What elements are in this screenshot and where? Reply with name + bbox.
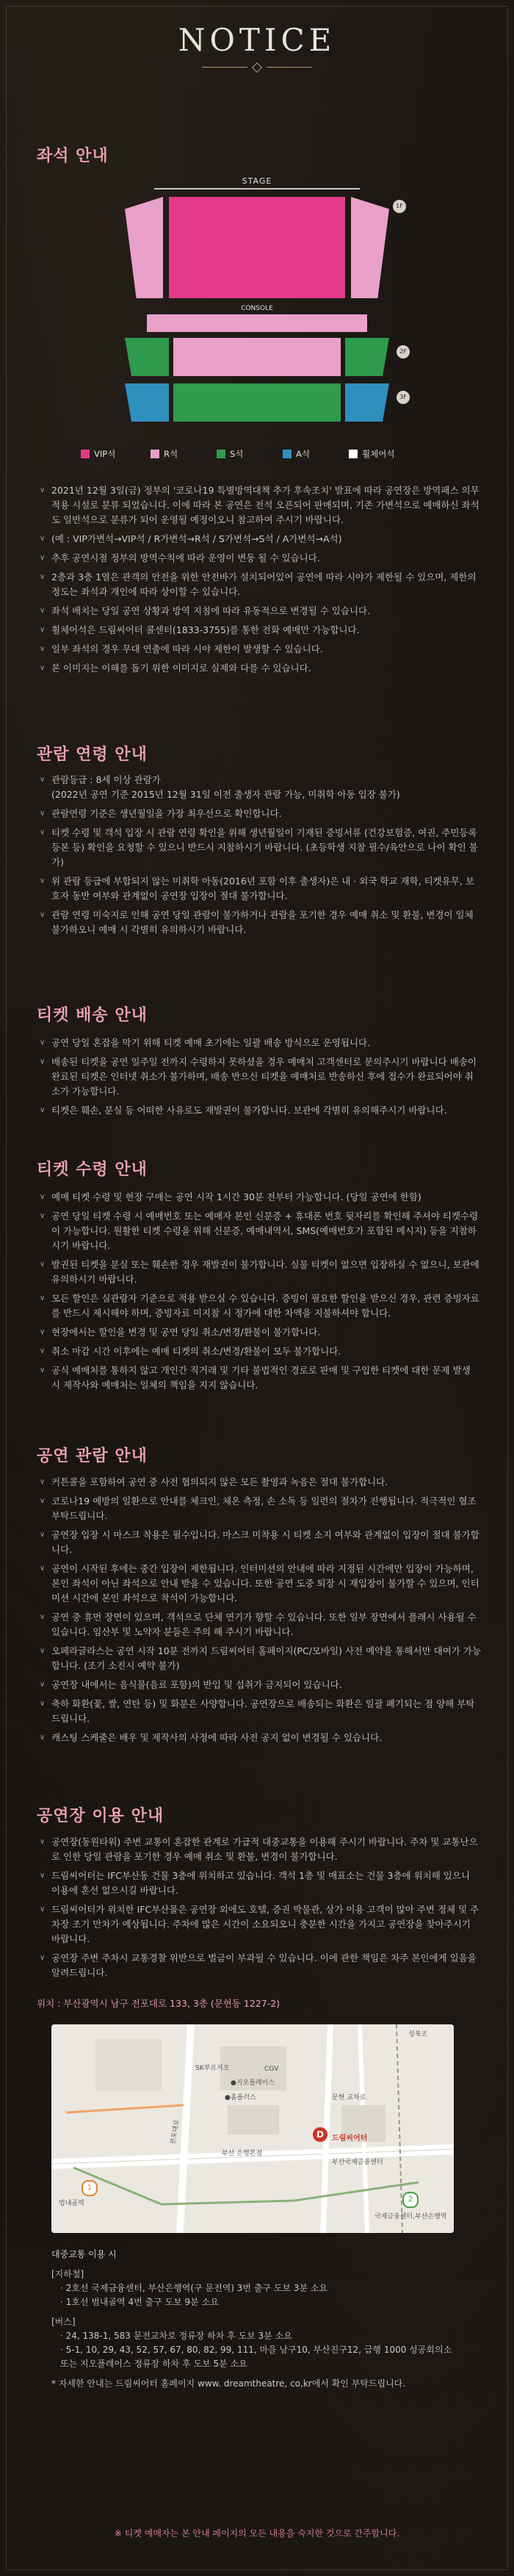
pickup-notes xyxy=(41,1190,482,1397)
transit-title: 대중교통 이용 시 xyxy=(51,2249,117,2259)
list-item: ∨ 공연장(동원타워) 주변 교통이 혼잡한 관계로 가급적 대중교통을 이용해 주시기 바랍니다. 주차 및 교통난으로 인한 당일 관람을 포기한 경우 예매 취소 및 환불, 변경이 불가합니다. xyxy=(41,1835,482,1864)
legend-label: A석 xyxy=(296,449,310,459)
subway-line1-icon: 1 xyxy=(82,2180,98,2196)
list-item: ∨ 일부 좌석의 경우 무대 연출에 따라 시야 제한이 발생할 수 있습니다. xyxy=(41,642,482,657)
title-ornament xyxy=(202,64,312,71)
map-label-gate: 문현 교차로 xyxy=(332,2094,366,2101)
list-item: ∨ 공연 당일 티켓 수령 시 예매번호 또는 예매자 본인 신분증 + 휴대폰 번호 뒷자리를 확인해 주셔야 티켓수령이 가능합니다. 원활한 티켓 수령을 위해 신분증, 예매내역서, SMS(예매번호가 포함된 메시지) 등을 지참하시기 바랍니다. xyxy=(41,1209,482,1253)
list-item: ∨ 본 이미지는 이해를 돕기 위한 이미지로 실제와 다를 수 있습니다. xyxy=(41,661,482,676)
venue-notes xyxy=(41,1835,482,1985)
legend-label: 휠체어석 xyxy=(362,449,395,459)
floor-tag-3f: 3F xyxy=(397,391,410,404)
list-item: ∨ 현장에서는 할인을 변경 및 공연 당일 취소/변경/환불이 불가합니다. xyxy=(41,1325,482,1340)
legend-swatch xyxy=(283,450,292,458)
list-item: ∨ 공연장 주변 주차시 교통경찰 위반으로 벌금이 부과될 수 있습니다. 이에 관한 책임은 차주 본인에게 있음을 알려드립니다. xyxy=(41,1951,482,1980)
viewing-notes xyxy=(41,1475,482,1750)
list-item: ∨ 드림씨어터는 IFC부산동 건물 3층에 위치하고 있습니다. 객석 1층 및 매표소는 건물 3층에 위치해 있으니 이용에 혼선 없으시길 바랍니다. xyxy=(41,1869,482,1898)
map-label-cgv: CGV xyxy=(264,2066,279,2073)
map-label-lotte: ●지오플레이스 xyxy=(231,2079,275,2087)
subway-head: [지하철] xyxy=(51,2269,84,2279)
age-notes xyxy=(41,773,482,942)
rating-sub: (2022년 공연 기준 2015년 12월 31일 이전 출생자 관람 가능, 미취학 아동 입장 불가) xyxy=(51,789,400,800)
map-label-rail: 성북조 xyxy=(408,2031,428,2038)
list-item: ∨ (예 : VIP가변석→VIP석 / R가변석→R석 / S가변석→S석 / A가변석→A석) xyxy=(41,532,482,546)
seat-block-r-right-1f xyxy=(351,197,389,298)
list-item: ∨ 커튼콜을 포함하여 공연 중 사전 협의되지 않은 모든 촬영과 녹음은 절대 불가합니다. xyxy=(41,1475,482,1490)
venue-title: 공연장 이용 안내 xyxy=(37,1807,164,1825)
map-roads xyxy=(51,2024,454,2233)
list-item: ∨ 공식 예매처를 통하지 않고 개인간 직거래 및 기타 불법적인 경로로 판매 및 구입한 티켓에 대한 문제 발생 시 제작사와 예매처는 일체의 책임을 지지 않습니다. xyxy=(41,1363,482,1393)
seat-block-a-left-3f xyxy=(125,383,169,422)
list-item: · 2호선 국제금융센터, 부산은행역(구 문전역) 3번 출구 도보 3분 소요 xyxy=(60,2283,328,2293)
legend-item-wheelchair xyxy=(349,448,394,460)
list-item: ∨ 2021년 12월 3일(금) 정부의 '코로나19 특별방역대책 추가 후속조치' 발표에 따라 공연장은 방역패스 의무 적용 시설로 분류 되었습니다. 이에 따라 본 공연은 전석 오픈되어 판매되며, 기존 가변석으로 예매하신 좌석도 일반석으로 분류가 되어 운영될 예정이오니 참고하여 주시기 바랍니다. xyxy=(41,483,482,527)
legend-swatch xyxy=(81,450,90,458)
list-item: ∨ 추후 공연시점 정부의 방역수칙에 따라 운영이 변동 될 수 있습니다. xyxy=(41,551,482,566)
delivery-notes xyxy=(41,1036,482,1122)
viewing-title: 공연 관람 안내 xyxy=(37,1447,148,1465)
legend-swatch xyxy=(217,450,225,458)
console-label: CONSOLE xyxy=(241,305,273,312)
dream-theatre-marker-icon: D xyxy=(313,2127,327,2142)
floor-tag-1f: 1F xyxy=(393,200,406,213)
seat-map xyxy=(44,176,470,441)
stage-line xyxy=(154,188,360,190)
seat-block-s-3f xyxy=(173,383,341,422)
list-item: · 1호선 범내골역 4번 출구 도보 9분 소요 xyxy=(60,2297,219,2307)
legend-label: VIP석 xyxy=(94,449,116,459)
age-title: 관람 연령 안내 xyxy=(37,746,148,764)
seat-block-r-2f xyxy=(173,338,341,376)
list-item: ∨ 위 관람 등급에 부합되지 않는 미취학 아동(2016년 포함 이후 출생자)은 내 · 외국 학교 재학, 티켓유무, 보호자 동반 여부와 관계없이 공연장 입장이 절대 불가합니다. xyxy=(41,874,482,903)
subway-line2-icon: 2 xyxy=(402,2192,419,2208)
legend-swatch xyxy=(349,450,358,458)
list-item: ∨ 드림씨어터가 위치한 IFC부산몰은 공연장 외에도 호텔, 증권 박물관, 상가 이용 고객이 많아 주변 정체 및 주차장 조기 만차가 예상됩니다. 주차에 많은 시간이 소요되오니 충분한 시간을 가지고 공연장을 찾아주시기 바랍니다. xyxy=(41,1902,482,1947)
map-label-bjm: 범내골역 xyxy=(59,2200,84,2207)
legend-item-vip xyxy=(81,448,115,460)
map-label-ifc-station: 국제금융센터,부산은행역 xyxy=(374,2213,447,2220)
header xyxy=(0,22,514,71)
seat-block-s-right-2f xyxy=(345,338,389,376)
legend-item-a xyxy=(283,448,310,460)
list-item: ∨ 티켓 수령 및 객석 입장 시 관람 연령 확인을 위해 생년월일이 기재된 증빙서류 (건강보험증, 여권, 주민등록등본 등) 확인을 요청할 수 있으니 반드시 지참하시기 바랍니다. (초등학생 지참 필수/육안으로 나이 확인 불가) xyxy=(41,826,482,870)
list-item: ∨ 공연장 내에서는 음식물(음료 포함)의 반입 및 섭취가 금지되어 있습니다. xyxy=(41,1678,482,1692)
map-label-bank: 부산국제금융센터 xyxy=(332,2159,383,2166)
transit-note: * 자세한 안내는 드림씨어터 홈페이지 www. dreamtheatre, co,kr에서 확인 부탁드립니다. xyxy=(51,2378,406,2389)
legend-label: S석 xyxy=(230,449,244,459)
list-item: ∨ 발권된 티켓을 분실 또는 훼손한 경우 재발권이 불가합니다. 실물 티켓이 없으면 입장하실 수 없으니, 보관에 유의하시기 바랍니다. xyxy=(41,1258,482,1287)
list-item: ∨ 2층과 3층 1열은 관객의 안전을 위한 안전바가 설치되어있어 공연에 따라 시야가 제한될 수 있으며, 제한의 정도는 좌석과 개인에 따라 상이할 수 있습니다. xyxy=(41,570,482,599)
list-item: ∨ 오페라글라스는 공연 시작 10분 전까지 드림씨어터 홈페이지(PC/모바일) 사전 예약을 통해서만 대여가 가능합니다. (조기 소진시 예약 불가) xyxy=(41,1644,482,1673)
legend-swatch xyxy=(151,450,159,458)
pickup-title: 티켓 수령 안내 xyxy=(37,1161,148,1179)
list-item: ∨ 좌석 배치는 당일 공연 상황과 방역 지침에 따라 유동적으로 변경될 수 있습니다. xyxy=(41,604,482,618)
seat-block-r-left-1f xyxy=(125,197,163,298)
seat-block-vip-1f xyxy=(169,197,345,298)
map-label-busan-bank: 부산 은행본점 xyxy=(222,2150,263,2157)
legend-item-s xyxy=(217,448,243,460)
list-item: ∨ 예매 티켓 수령 및 현장 구매는 공연 시작 1시간 30분 전부터 가능합니다. (당일 공연에 한함) xyxy=(41,1190,482,1205)
venue-address: 위치 : 부산광역시 남구 전포대로 133, 3층 (문현동 1227-2) xyxy=(37,1998,280,2009)
seating-notes xyxy=(41,483,482,680)
rating-line: 관람등급 : 8세 이상 관람가 xyxy=(51,774,161,785)
stage-label: STAGE xyxy=(242,176,272,186)
map-label-homeplus: ●홈플러스 xyxy=(225,2094,256,2101)
list-item: · 5-1, 10, 29, 43, 52, 57, 67, 80, 82, 99, 111, 마을 남구10, 부산진구12, 급행 1000 성공회의소 또는 지오플레이스 정류장 하차 후 도보 5분 소요 xyxy=(60,2345,452,2369)
seating-title: 좌석 안내 xyxy=(37,147,109,165)
seat-block-r-rear-1f xyxy=(147,314,367,332)
footer-note: ※ 티켓 예매자는 본 안내 페이지의 모든 내용을 숙지한 것으로 간주합니다. xyxy=(114,2528,400,2539)
list-item: ∨ 코로나19 예방의 일환으로 안내를 체크인, 체온 측정, 손 소독 등 일련의 절차가 진행됩니다. 적극적인 협조 부탁드립니다. xyxy=(41,1494,482,1523)
list-item: ∨ 공연 중 휴먼 장면이 있으며, 객석으로 단체 연기가 향할 수 있습니다. 또한 일부 장면에서 플래시 사용될 수 있습니다. 임산부 및 노약자 분들은 주의 해 주시기 바랍니다. xyxy=(41,1610,482,1639)
list-item: ∨ 공연장 입장 시 마스크 착용은 필수입니다. 마스크 미착용 시 티켓 소지 여부와 관계없이 입장이 절대 불가합니다. xyxy=(41,1528,482,1557)
map-label-road: 전포대로 xyxy=(169,2118,181,2146)
seat-block-s-left-2f xyxy=(125,338,169,376)
list-item: ∨ 관람 연령 미숙지로 인해 공연 당일 관람이 불가하거나 관람을 포기한 경우 예매 취소 및 환불, 변경이 일체 불가하오니 예매 시 각별히 유의하시기 바랍니다. xyxy=(41,908,482,937)
transit-info xyxy=(51,2248,463,2391)
list-item: ∨ 휠체어석은 드림씨어터 콜센터(1833-3755)를 통한 전화 예매만 가능합니다. xyxy=(41,623,482,638)
list-item: ∨ 공연 당일 혼잡을 막기 위해 티켓 예매 초기에는 일괄 배송 방식으로 운영됩니다. xyxy=(41,1036,482,1050)
seat-legend xyxy=(81,448,433,463)
list-item: · 24, 138-1, 583 문전교차로 정류장 하차 후 도보 3분 소요 xyxy=(60,2331,292,2341)
legend-label: R석 xyxy=(164,449,178,459)
list-item: ∨ 축하 화환(꽃, 쌀, 연탄 등) 및 화분은 사양합니다. 공연장으로 배송되는 화환은 일괄 폐기되는 점 양해 부탁드립니다. xyxy=(41,1697,482,1726)
list-item: ∨ 모든 할인은 실관람자 기준으로 적용 받으실 수 있습니다. 증빙이 필요한 할인을 받으신 경우, 관련 증빙자료를 반드시 제시해야 하며, 증빙자료 미지참 시 정가에 대한 차액을 지불하셔야 합니다. xyxy=(41,1291,482,1321)
page-title: NOTICE xyxy=(178,22,336,58)
list-item xyxy=(41,773,482,802)
list-item: ∨ 관람연령 기준은 생년월일을 가장 최우선으로 확인합니다. xyxy=(41,807,482,821)
delivery-title: 티켓 배송 안내 xyxy=(37,1006,148,1025)
list-item: ∨ 캐스팅 스케줄은 배우 및 제작사의 사정에 따라 사전 공지 없이 변경될 수 있습니다. xyxy=(41,1731,482,1745)
venue-map xyxy=(51,2024,454,2233)
bus-head: [버스] xyxy=(51,2317,76,2327)
seat-block-a-right-3f xyxy=(345,383,389,422)
legend-item-r xyxy=(151,448,178,460)
list-item: ∨ 배송된 티켓을 공연 일주일 전까지 수령하지 못하셨을 경우 예매처 고객센터로 문의주시기 바랍니다 배송이 완료된 티켓은 인터넷 취소가 불가하며, 배송 반으신 티켓을 예매처로 반송하신 후에 접수가 완료되어야 취소가 가능합니다. xyxy=(41,1055,482,1099)
floor-tag-2f: 2F xyxy=(397,345,410,358)
list-item: ∨ 공연이 시작된 후에는 중간 입장이 제한됩니다. 인터미션의 안내에 따라 지정된 시간에만 입장이 가능하며, 본인 좌석이 아닌 좌석으로 안내 받을 수 있습니다. 또한 공연 도중 퇴장 시 재입장이 불가할 수 있으며, 인터미션 시간에 본인 좌석으로 착석이 가능합니다. xyxy=(41,1562,482,1606)
map-label-sk: SK푸르지오 xyxy=(195,2065,230,2072)
list-item: ∨ 티켓은 훼손, 분실 등 어떠한 사유로도 재발권이 불가합니다. 보관에 각별히 유의해주시기 바랍니다. xyxy=(41,1103,482,1118)
list-item: ∨ 취소 마감 시간 이후에는 예매 티켓의 취소/변경/환불이 모두 불가합니다. xyxy=(41,1344,482,1359)
map-label-dream: 드림씨어터 xyxy=(332,2135,368,2143)
